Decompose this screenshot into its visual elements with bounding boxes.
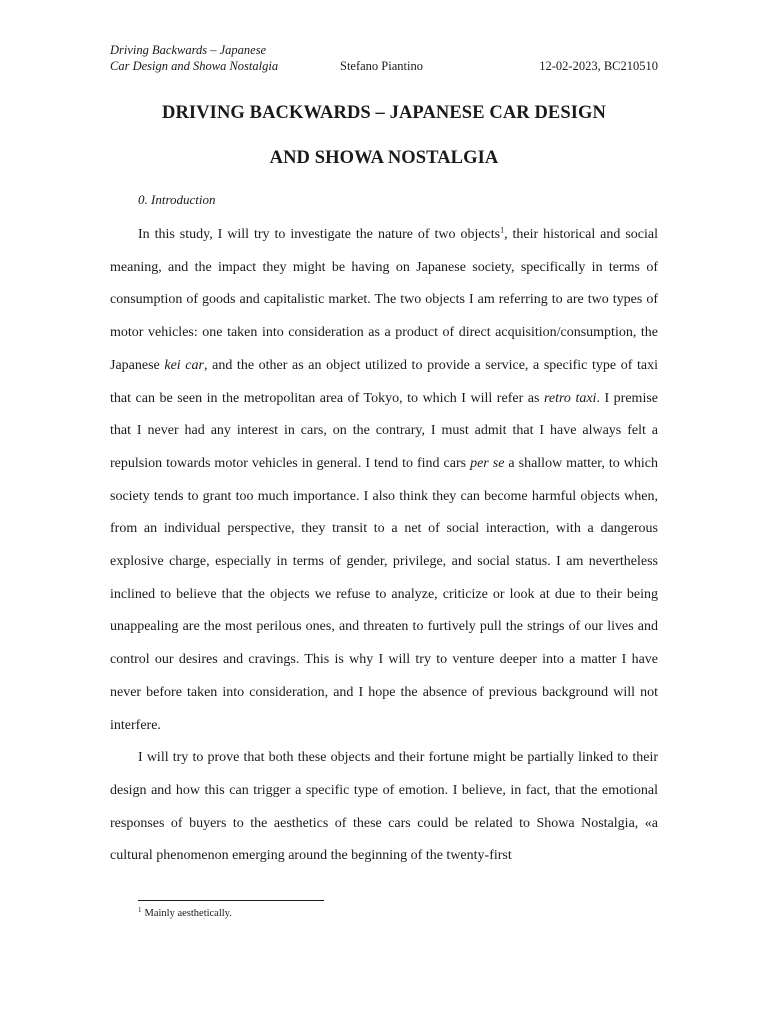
paragraph-2: I will try to prove that both these objects and their fortune might be partially linked to their design and how this can trigger a specific type of emotion. I believe, in fact, that the emotional responses of buyers to the aesthetics of these cars could be related to Showa Nostalgia, «a cultural phenomenon emerging around the beginning of the twenty-first [110,750,658,864]
footnote-reference: 1 [500,225,505,235]
footnote-mark: 1 [138,905,142,914]
document-title-line2: AND SHOWA NOSTALGIA [269,148,499,168]
paragraph-1-text-5: a shallow matter, to which society tends to grant too much importance. I also think they can become harmful objects when, from an individual perspective, they transit to a net of social interaction, with a dangerous explosive charge, especially in terms of gender, privilege, and social status. I am nevertheless inclined to believe that the objects we refuse to analyze, criticize or look at due to their being unappealing are the most perilous ones, and threaten to furtively pull the strings of our lives and control our desires and cravings. This is why I will try to venture deeper into a matter I have never before taken into consideration, and I hope the absence of previous background will not interfere. [110,455,658,733]
running-header [110,42,658,76]
header-author: Stefano Piantino [340,59,423,73]
paragraph-1-text-1: In this study, I will try to investigate the nature of two objects [138,227,501,242]
paragraph-1-text-3: , and the other as an object utilized to provide a service, a specific type of taxi that can be seen in the metropolitan area of Tokyo, to which I will refer as [110,357,658,406]
term-kei-car: kei car [164,357,204,373]
footnote-text: Mainly aesthetically. [144,908,232,919]
header-short-title-line1: Driving Backwards – Japanese [110,43,267,57]
header-short-title-line2: Car Design and Showa Nostalgia [110,59,279,73]
term-retro-taxi: retro taxi [543,390,597,406]
paragraph-1 [110,219,658,742]
paragraph-1-text-2: , their historical and social meaning, and the impact they might be having on Japanese society, specifically in terms of consumption of goods and capitalistic market. The two objects I am referring to are two types of motor vehicles: one taken into consideration as a product of direct acquisition/consumption, the Japanese [110,227,658,373]
document-title-line1: DRIVING BACKWARDS – JAPANESE CAR DESIGN [161,103,606,123]
term-per-se: per se [470,455,505,471]
body-text [110,219,658,873]
header-date-code: 12-02-2023, BC210510 [539,59,658,73]
paragraph-1-text-4: . I premise that I never had any interest in cars, on the contrary, I must admit that I have always felt a repulsion towards motor vehicles in general. I tend to find cars [110,390,658,471]
section-heading: 0. Introduction [138,192,216,207]
footnote-separator [138,900,324,901]
footnote [138,905,232,919]
header-short-title [110,42,278,74]
